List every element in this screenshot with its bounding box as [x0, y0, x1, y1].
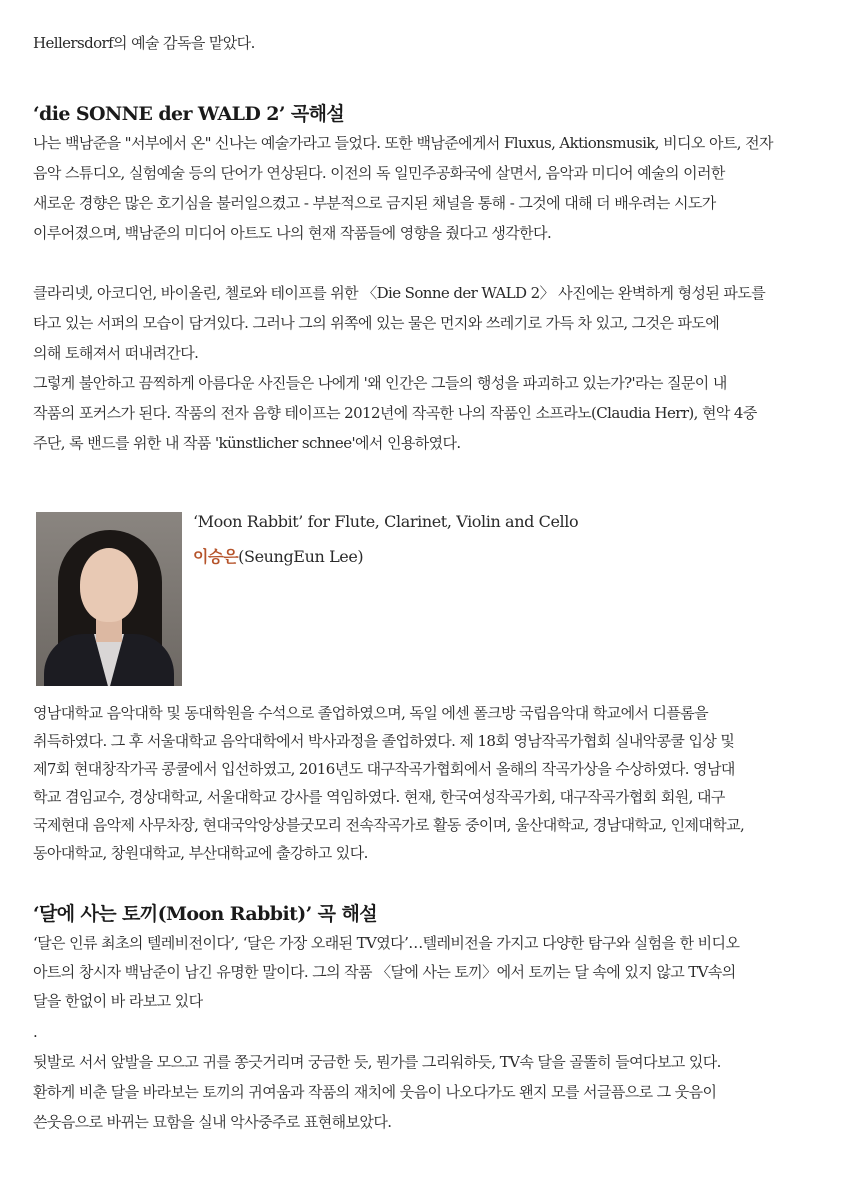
section1-heading: ‘die SONNE der WALD 2’ 곡해설 [33, 103, 345, 125]
section1-paragraph1-line: 음악 스튜디오, 실험예술 등의 단어가 연상된다. 이전의 독 일민주공화국에 살면서, 음악과 미디어 예술의 이러한 [33, 164, 725, 182]
section2-text-line: 아트의 창시자 백남준이 남긴 유명한 말이다. 그의 작품 〈달에 사는 토끼〉에서 토끼는 달 속에 있지 않고 TV속의 [33, 963, 736, 981]
section2-text-line: . [33, 1023, 38, 1041]
section1-paragraph2-line: 의해 토해져서 떠내려간다. [33, 344, 199, 362]
section1-paragraph2-line: 주단, 록 밴드를 위한 내 작품 'künstlicher schnee'에서 인용하였다. [33, 434, 461, 452]
section2-text-line: 쓴웃음으로 바뀌는 묘함을 실내 악사중주로 표현해보았다. [33, 1113, 392, 1131]
composer-bio-line: 동아대학교, 창원대학교, 부산대학교에 출강하고 있다. [33, 844, 368, 862]
section1-paragraph1-line: 이루어졌으며, 백남준의 미디어 아트도 나의 현재 작품들에 영향을 줬다고 생각한다. [33, 224, 552, 242]
composer-bio-line: 국제현대 음악제 사무차장, 현대국악앙상블굿모리 전속작곡가로 활동 중이며, 울산대학교, 경남대학교, 인제대학교, [33, 816, 745, 834]
composer-bio-line: 취득하였다. 그 후 서울대학교 음악대학에서 박사과정을 졸업하였다. 제 18회 영남작곡가협회 실내악콩쿨 입상 및 [33, 732, 735, 750]
section2-text-line: 뒷발로 서서 앞발을 모으고 귀를 쫑긋거리며 궁금한 듯, 뭔가를 그리워하듯, TV속 달을 골똘히 들여다보고 있다. [33, 1053, 721, 1071]
section2-text-line: 환하게 비춘 달을 바라보는 토끼의 귀여움과 작품의 재치에 웃음이 나오다가도 왠지 모를 서글픔으로 그 웃음이 [33, 1083, 717, 1101]
section1-paragraph2-line: 클라리넷, 아코디언, 바이올린, 첼로와 테이프를 위한 〈Die Sonne der WALD 2〉 사진에는 완벽하게 형성된 파도를 [33, 284, 766, 302]
intro-tail-text: Hellersdorf의 예술 감독을 맡았다. [33, 34, 255, 52]
composer-portrait [36, 512, 182, 686]
section1-paragraph1-line: 새로운 경향은 많은 호기심을 불러일으켰고 - 부분적으로 금지된 채널을 통해 - 그것에 대해 더 배우려는 시도가 [33, 194, 716, 212]
section2-heading: ‘달에 사는 토끼(Moon Rabbit)’ 곡 해설 [33, 903, 377, 925]
composer-name [193, 544, 363, 567]
section1-paragraph2-line: 그렇게 불안하고 끔찍하게 아름다운 사진들은 나에게 '왜 인간은 그들의 행성을 파괴하고 있는가?'라는 질문이 내 [33, 374, 727, 392]
composer-bio-line: 학교 겸임교수, 경상대학교, 서울대학교 강사를 역임하였다. 현재, 한국여성작곡가회, 대구작곡가협회 회원, 대구 [33, 788, 725, 806]
composer-bio-line: 영남대학교 음악대학 및 동대학원을 수석으로 졸업하였으며, 독일 에센 폴크방 국립음악대 학교에서 디플롬을 [33, 704, 709, 722]
section1-paragraph2-line: 작품의 포커스가 된다. 작품의 전자 음향 테이프는 2012년에 작곡한 나의 작품인 소프라노(Claudia Herr), 현악 4중 [33, 404, 757, 422]
section2-text-line: ‘달은 인류 최초의 텔레비전이다’, ‘달은 가장 오래된 TV였다’…텔레비전을 가지고 다양한 탐구와 실험을 한 비디오 [33, 934, 740, 952]
section1-paragraph1-line: 나는 백남준을 "서부에서 온" 신나는 예술가라고 들었다. 또한 백남준에게서 Fluxus, Aktionsmusik, 비디오 아트, 전자 [33, 134, 773, 152]
composer-name-korean: 이승은 [193, 547, 239, 566]
section2-text-line: 달을 한없이 바 라보고 있다 [33, 992, 203, 1010]
composer-name-english: (SeungEun Lee) [238, 547, 364, 566]
piece-title: ‘Moon Rabbit’ for Flute, Clarinet, Violin and Cello [193, 512, 579, 531]
composer-bio-line: 제7회 현대창작가곡 콩쿨에서 입선하였고, 2016년도 대구작곡가협회에서 올해의 작곡가상을 수상하였다. 영남대 [33, 760, 735, 778]
section1-paragraph2-line: 타고 있는 서퍼의 모습이 담겨있다. 그러나 그의 위쪽에 있는 물은 먼지와 쓰레기로 가득 차 있고, 그것은 파도에 [33, 314, 720, 332]
